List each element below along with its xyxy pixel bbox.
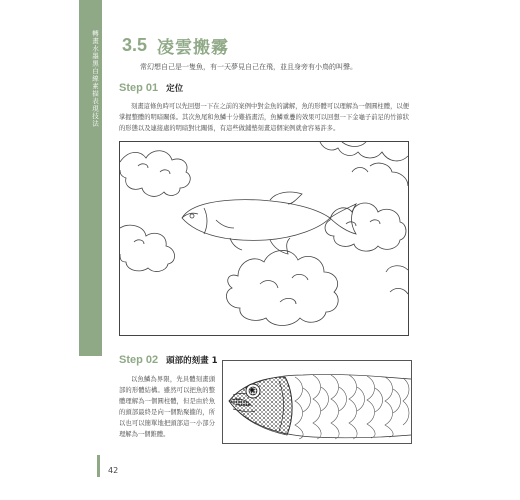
fish-outline [182,192,356,254]
footer-bar [97,455,100,477]
fish-head-drawing [222,360,412,444]
cloud-top-left [120,151,190,197]
fish-clouds-sketch [119,141,409,336]
cloud-right [325,203,406,251]
fish-scales [295,375,409,439]
fish-head-shading [229,377,292,435]
step-1-title: 定位 [166,84,184,94]
cloud-top-right [320,142,408,161]
page-number: 42 [108,466,119,475]
step-1-label: Step 01 [119,82,159,94]
step-2-label: Step 02 [119,354,159,366]
cloud-bottom [226,250,338,325]
step-1-body: 刻畫這條魚時可以先回想一下在之前的案例中對金魚的講解，魚的形體可以理解為一個圓柱體，以便掌握整體的明暗關係。其次魚尾和魚鱗十分難描畫活，魚鱗重疊的效果可以回想一下金龜子前足的竹節狀的形態以及連接處的明暗對比關係，有這些做鋪墊刻畫這個案例就會容易許多。 [119,103,409,132]
step-1-heading [119,82,183,94]
cloud-left [120,225,175,271]
fish-eye [246,384,260,398]
step-2-title: 頭部的刻畫 1 [166,356,218,366]
chapter-sidebar [79,0,102,356]
section-title: 凌雲搬霧 [157,37,230,58]
chapter-sidebar-text: 轉畫水墨黑白線素描表現技法 [91,30,99,128]
step-2-body: 以魚鱗為界限，先具體刻畫頭部的形體結構。雖然可以把魚的整體理解為一個圓柱體，但是由於魚的頭部最終是向一個點聚攏的，所以也可以簡單地把頭部這一小部分理解為一個錐體。 [119,376,215,438]
section-number: 3.5 [122,34,148,55]
section-header [122,34,230,58]
intro-text: 常幻想自己是一隻魚，有一天夢見自己在飛，並且身旁有小鳥的叫聲。 [140,63,357,71]
step-2-heading [119,354,218,366]
